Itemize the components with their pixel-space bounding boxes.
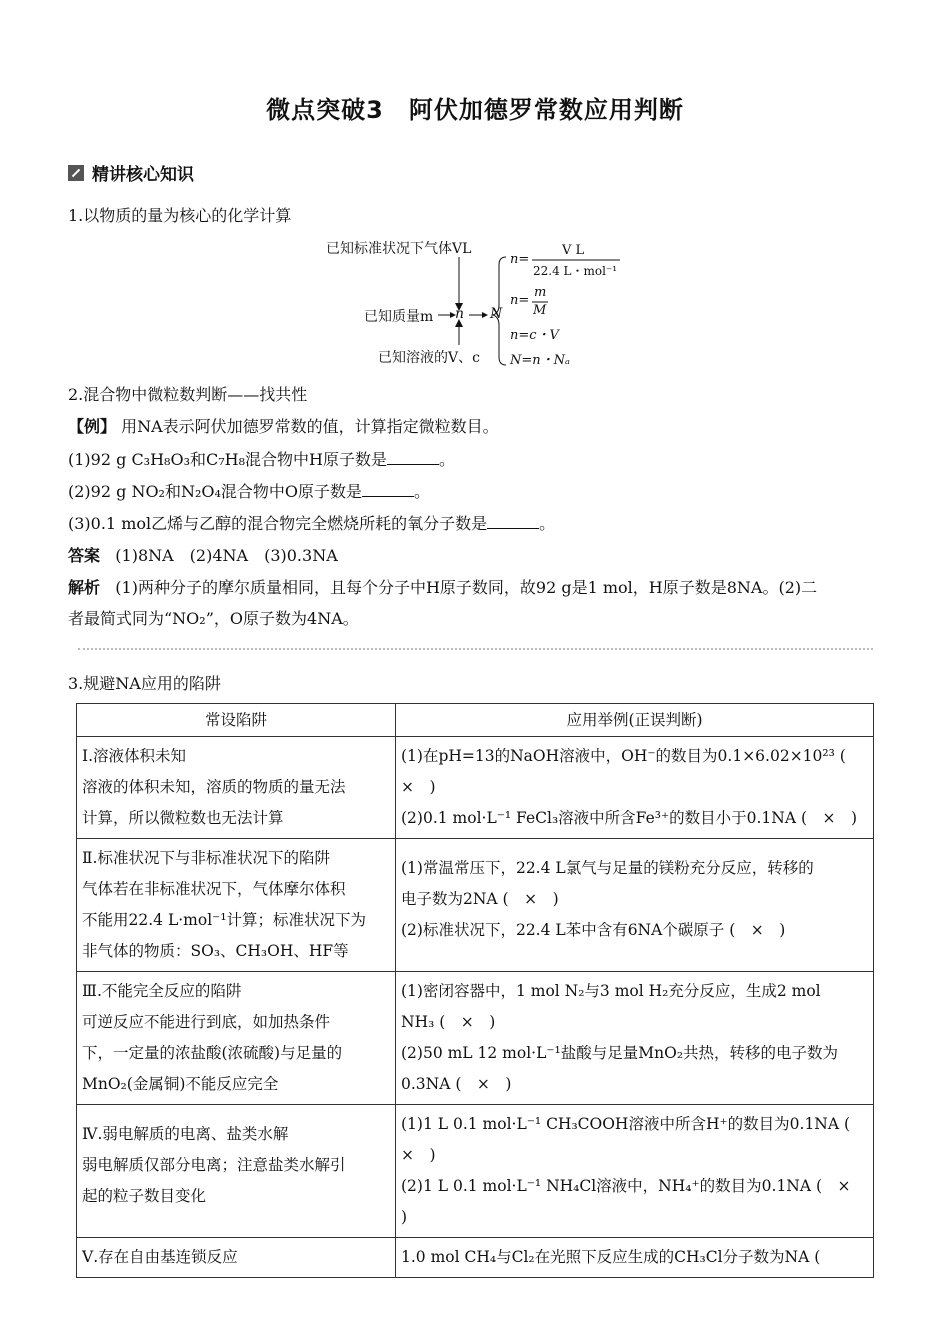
diagram-N: N xyxy=(490,306,503,322)
formula-1-denominator: 22.4 L・mol⁻¹ xyxy=(533,264,618,278)
cell-line: Ⅲ.不能完全反应的陷阱 xyxy=(82,982,242,1000)
example-tag: 【例】 xyxy=(68,417,117,436)
analysis-text-1: (1)两种分子的摩尔质量相同，且每个分子中H原子数同，故92 g是1 mol，H原子数是8NA。(2)二 xyxy=(115,578,818,597)
diagram-top-label: 已知标准状况下气体VL xyxy=(326,241,472,257)
trap-table xyxy=(76,703,874,1278)
formula-1-lhs: n= xyxy=(510,252,530,267)
question-1-text: (1)92 g C₃H₈O₃和C₇H₈混合物中H原子数是 xyxy=(68,450,387,469)
cell-line: (2)标准状况下，22.4 L苯中含有6NA个碳原子 ( × ) xyxy=(401,921,786,939)
diagram-n: n xyxy=(455,306,465,322)
point-3-heading: 3.规避NA应用的陷阱 xyxy=(68,674,221,693)
analysis-label: 解析 xyxy=(68,578,101,597)
table-row xyxy=(77,839,874,972)
cell-line: Ⅳ.弱电解质的电离、盐类水解 xyxy=(82,1125,289,1143)
trap-cell xyxy=(77,1105,396,1238)
formula-3: n=c・V xyxy=(510,328,559,343)
formula-4: N=n・Nₐ xyxy=(510,353,570,368)
answer-line xyxy=(68,545,338,567)
table-header: 应用举例(正误判断) xyxy=(396,704,874,737)
trap-cell xyxy=(77,972,396,1105)
table-row xyxy=(77,1105,874,1238)
cell-line: MnO₂(金属铜)不能反应完全 xyxy=(82,1075,279,1093)
cell-line: 计算，所以微粒数也无法计算 xyxy=(82,809,284,827)
period: 。 xyxy=(438,450,455,469)
answer-blank xyxy=(387,450,439,465)
cell-line: (1)密闭容器中，1 mol N₂与3 mol H₂充分反应，生成2 mol xyxy=(401,982,821,1000)
table-header: 常设陷阱 xyxy=(77,704,396,737)
cell-line: Ⅰ.溶液体积未知 xyxy=(82,747,187,765)
analysis-line-2: 者最简式同为“NO₂”，O原子数为4NA。 xyxy=(68,609,359,628)
point-1-heading: 1.以物质的量为核心的化学计算 xyxy=(68,206,292,225)
mole-calculation-diagram xyxy=(320,235,640,370)
diagram-bottom-label: 已知溶液的V、c xyxy=(378,350,480,366)
cell-line: 可逆反应不能进行到底，如加热条件 xyxy=(82,1013,331,1031)
table-row xyxy=(77,737,874,839)
example-cell xyxy=(396,737,874,839)
cell-line: 不能用22.4 L·mol⁻¹计算；标准状况下为 xyxy=(82,911,367,929)
analysis-line-1 xyxy=(68,577,817,599)
formula-2-lhs: n= xyxy=(510,293,530,308)
answer-blank xyxy=(362,482,414,497)
answer-label: 答案 xyxy=(68,546,101,565)
cell-line: 非气体的物质：SO₃、CH₃OH、HF等 xyxy=(82,942,349,960)
table-header-row xyxy=(77,704,874,737)
question-3 xyxy=(68,513,555,535)
question-2 xyxy=(68,481,430,503)
cell-line: (2)1 L 0.1 mol·L⁻¹ NH₄Cl溶液中，NH₄⁺的数目为0.1NA ( × xyxy=(401,1177,851,1195)
diagram-mass-label: 已知质量m xyxy=(364,309,434,325)
question-2-text: (2)92 g NO₂和N₂O₄混合物中O原子数是 xyxy=(68,482,363,501)
section-heading-label: 精讲核心知识 xyxy=(92,165,194,185)
point-2-heading: 2.混合物中微粒数判断——找共性 xyxy=(68,385,308,404)
period: 。 xyxy=(539,514,556,533)
pencil-icon xyxy=(68,165,84,181)
example-line xyxy=(68,416,499,438)
trap-cell xyxy=(77,737,396,839)
cell-line: 溶液的体积未知，溶质的物质的量无法 xyxy=(82,778,346,796)
example-cell xyxy=(396,972,874,1105)
cell-line: Ⅱ.标准状况下与非标准状况下的陷阱 xyxy=(82,849,330,867)
cell-line: 下，一定量的浓盐酸(浓硫酸)与足量的 xyxy=(82,1044,343,1062)
cell-line: × ) xyxy=(401,1146,436,1164)
diagram-arrows xyxy=(320,235,640,370)
example-cell xyxy=(396,1105,874,1238)
cell-line: (1)1 L 0.1 mol·L⁻¹ CH₃COOH溶液中所含H⁺的数目为0.1NA ( xyxy=(401,1115,851,1133)
table-row xyxy=(77,1238,874,1278)
question-1 xyxy=(68,449,455,471)
cell-line: Ⅴ.存在自由基连锁反应 xyxy=(82,1248,238,1266)
cell-line: 弱电解质仅部分电离；注意盐类水解引 xyxy=(82,1156,346,1174)
cell-line: 起的粒子数目变化 xyxy=(82,1187,207,1205)
cell-line: 气体若在非标准状况下，气体摩尔体积 xyxy=(82,880,346,898)
example-cell xyxy=(396,1238,874,1278)
trap-cell xyxy=(77,839,396,972)
cell-line: NH₃ ( × ) xyxy=(401,1013,496,1031)
answer-text: (1)8NA (2)4NA (3)0.3NA xyxy=(115,546,338,565)
table-row xyxy=(77,972,874,1105)
example-cell xyxy=(396,839,874,972)
cell-line: 电子数为2NA ( × ) xyxy=(401,890,559,908)
formula-1-numerator: V L xyxy=(562,243,585,258)
example-text: 用NA表示阿伏加德罗常数的值，计算指定微粒数目。 xyxy=(121,417,499,436)
answer-blank xyxy=(487,514,539,529)
cell-line: 0.3NA ( × ) xyxy=(401,1075,512,1093)
cell-line: ) xyxy=(401,1208,408,1226)
cell-line: × ) xyxy=(401,778,436,796)
page-title: 微点突破3 阿伏加德罗常数应用判断 xyxy=(266,96,684,124)
question-3-text: (3)0.1 mol乙烯与乙醇的混合物完全燃烧所耗的氧分子数是 xyxy=(68,514,488,533)
trap-cell xyxy=(77,1238,396,1278)
cell-line: (2)0.1 mol·L⁻¹ FeCl₃溶液中所含Fe³⁺的数目小于0.1NA ( × ) xyxy=(401,809,858,827)
cell-line: 1.0 mol CH₄与Cl₂在光照下反应生成的CH₃Cl分子数为NA ( xyxy=(401,1248,821,1266)
cell-line: (2)50 mL 12 mol·L⁻¹盐酸与足量MnO₂共热，转移的电子数为 xyxy=(401,1044,839,1062)
formula-2-denominator: M xyxy=(533,303,547,318)
section-heading xyxy=(68,160,194,185)
formula-2-numerator: m xyxy=(534,285,547,300)
cell-line: (1)常温常压下，22.4 L氯气与足量的镁粉充分反应，转移的 xyxy=(401,859,814,877)
cell-line: (1)在pH=13的NaOH溶液中，OH⁻的数目为0.1×6.02×10²³ ( xyxy=(401,747,846,765)
dotted-divider xyxy=(78,648,873,650)
period: 。 xyxy=(414,482,431,501)
